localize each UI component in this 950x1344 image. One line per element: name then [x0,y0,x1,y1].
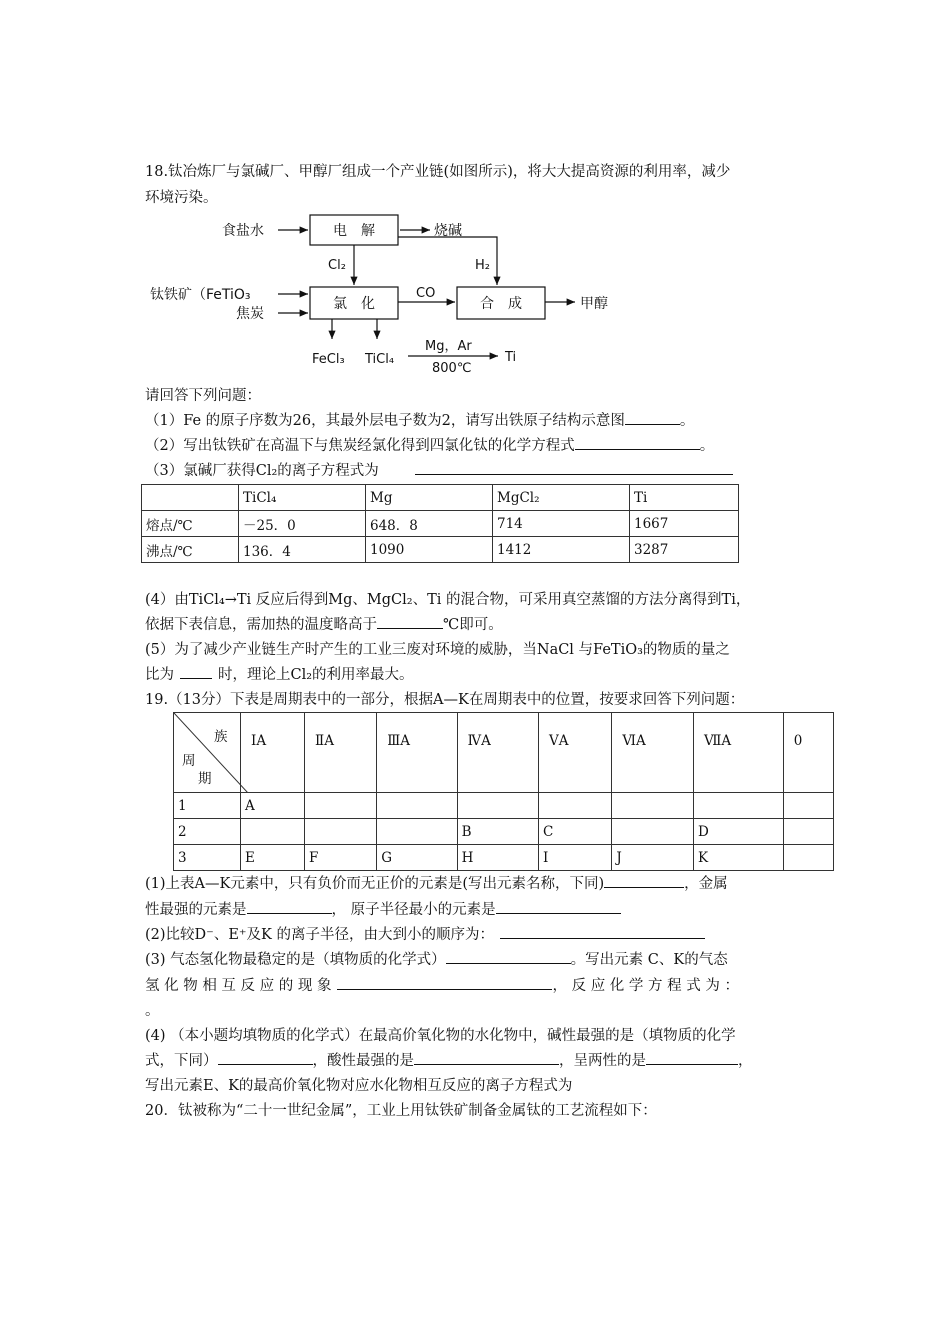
co-label: CO [416,286,436,301]
q18-prompt: 请回答下列问题： [145,388,261,404]
q18-sub3-text: （3）氯碱厂获得Cl₂的离子方程式为 [145,463,379,479]
group-header: 0 [783,713,833,793]
q19-sub1-text: (1)上表A—K元素中，只有负价而无正价的元素是(写出元素名称，下同) [145,876,605,892]
table-row [142,537,739,563]
answer-blank[interactable] [415,459,733,475]
ti-product-label: Ti [505,350,517,365]
q19-sub1-line1 [145,872,815,896]
table-cell [142,485,239,511]
group-header: ⅡA [305,713,377,793]
q18-sub4-end: ℃即可。 [443,617,503,633]
period-row [174,819,834,845]
element-cell [783,819,833,845]
methanol-label: 甲醇 [580,296,608,312]
q18-sub1-end: 。 [679,413,695,429]
caustic-soda-label: 烧碱 [434,223,462,239]
period-row [174,845,834,871]
answer-blank[interactable] [218,1049,313,1065]
q19-sub4-text4: ， [738,1053,753,1069]
group-header: ⅠA [241,713,305,793]
element-cell [612,819,694,845]
q18-sub2 [145,434,815,458]
mg-ar-label: Mg，Ar [425,339,472,354]
brine-label: 食盐水 [222,223,264,239]
answer-blank[interactable] [646,1049,738,1065]
q18-intro-line1: 18.钛冶炼厂与氯碱厂、甲醇厂组成一个产业链(如图所示)，将大大提高资源的利用率，减少 [145,164,731,180]
table-cell: 714 [493,511,630,537]
q18-sub1 [145,409,815,433]
q18-sub1-text: （1）Fe 的原子序数为26，其最外层电子数为2，请写出铁原子结构示意图 [145,413,625,429]
q19-sub3-line2 [145,974,815,998]
element-cell: H [457,845,538,871]
cl2-label: Cl₂ [328,258,346,273]
table-cell: 648．8 [366,511,493,537]
answer-blank[interactable] [337,974,552,990]
table-cell: 136．4 [239,537,366,563]
q19-sub4-text3: ，呈两性的是 [559,1053,646,1069]
element-cell: C [539,819,612,845]
q18-sub5-line2 [145,663,815,687]
period-cell: 3 [174,845,241,871]
q19-sub3-text3: 氢 化 物 相 互 反 应 的 现 象 [145,978,332,994]
q18-intro-line2: 环境污染。 [145,190,218,206]
answer-blank[interactable] [414,1049,559,1065]
q19-sub1-text2: 性最强的元素是 [145,902,247,918]
q18-sub5-line1: (5）为了减少产业链生产时产生的工业三废对环境的威胁，当NaCl 与FeTiO₃的物质的量之 [145,642,730,658]
q19-sub1-text3: ， 原子半径最小的元素是 [331,902,496,918]
industry-chain-diagram [140,205,660,380]
corner-period-label: 期 [198,771,212,787]
table-row [142,511,739,537]
q19-sub3-text4: ， 反 应 化 学 方 程 式 为 ： [552,978,739,994]
group-header: ⅥA [612,713,694,793]
element-cell [457,793,538,819]
element-cell [305,819,377,845]
q18-sub2-text: （2）写出钛铁矿在高温下与焦炭经氯化得到四氯化钛的化学方程式 [145,438,575,454]
period-cell: 1 [174,793,241,819]
q18-sub4-line1: (4）由TiCl₄→Ti 反应后得到Mg、MgCl₂、Ti 的混合物，可采用真空蒸馏的方法分离得到Ti， [145,592,751,608]
coke-label: 焦炭 [236,306,264,322]
table-cell: Ti [630,485,739,511]
q18-sub5-text: 比为 [145,667,174,683]
answer-blank[interactable] [496,898,621,914]
q19-sub4-line2 [145,1049,815,1073]
element-cell: B [457,819,538,845]
element-cell: F [305,845,377,871]
answer-blank[interactable] [604,872,684,888]
answer-blank[interactable] [247,898,332,914]
h2-label: H₂ [475,258,490,273]
q18-sub3 [145,459,815,483]
element-cell [377,793,457,819]
table-cell: 熔点/℃ [142,511,239,537]
answer-blank[interactable] [446,948,571,964]
table-cell: 沸点/℃ [142,537,239,563]
q19-sub3-line3: 。 [145,1003,160,1019]
group-header: ⅣA [457,713,538,793]
element-cell [783,793,833,819]
ilmenite-label: 钛铁矿（FeTiO₃ [150,287,251,303]
table-cell: 1090 [366,537,493,563]
element-cell [305,793,377,819]
electrolysis-label: 电 解 [333,223,375,239]
temperature-label: 800℃ [432,361,472,376]
q19-sub4-text2: ，酸性最强的是 [312,1053,414,1069]
corner-period-label: 周 [182,753,196,769]
group-header: ⅢA [377,713,457,793]
element-cell [612,793,694,819]
table-cell: 1412 [493,537,630,563]
corner-group-label: 族 [214,729,228,745]
answer-blank[interactable] [575,434,700,450]
element-cell: K [694,845,784,871]
q19-sub1-line2 [145,898,815,922]
q19-sub4-text: 式，下同） [145,1053,218,1069]
element-cell: J [612,845,694,871]
table-header-row [142,485,739,511]
element-cell [783,845,833,871]
element-cell [241,819,305,845]
corner-cell [174,713,241,793]
q19-sub3-line1 [145,948,815,972]
table-cell: 3287 [630,537,739,563]
table-cell: TiCl₄ [239,485,366,511]
periodic-header-row [174,713,834,793]
q18-sub4-line2 [145,613,815,637]
element-cell: D [694,819,784,845]
element-cell: E [241,845,305,871]
q19-sub2 [145,923,815,947]
chlorination-label: 氯 化 [333,296,375,312]
q19-sub4-line3: 写出元素E、K的最高价氧化物对应水化物相互反应的离子方程式为 [145,1078,573,1094]
period-cell: 2 [174,819,241,845]
period-row [174,793,834,819]
element-cell: I [539,845,612,871]
element-cell: G [377,845,457,871]
answer-blank[interactable] [625,409,680,425]
q19-sub2-text: (2)比较D⁻、E⁺及K 的离子半径，由大到小的顺序为： [145,927,494,943]
table-cell: MgCl₂ [493,485,630,511]
table-cell: Mg [366,485,493,511]
q19-sub4-line1: (4) （本小题均填物质的化学式）在最高价氧化物的水化物中，碱性最强的是（填物质的化学 [145,1028,736,1044]
q18-sub5-end: 时，理论上Cl₂的利用率最大。 [218,667,414,683]
answer-blank[interactable] [500,923,705,939]
element-cell [377,819,457,845]
synthesis-label: 合 成 [480,296,522,312]
element-cell: A [241,793,305,819]
table-cell: －25．0 [239,511,366,537]
element-cell [694,793,784,819]
periodic-table [173,712,834,871]
group-header: ⅦA [694,713,784,793]
q19-intro: 19.（13分）下表是周期表中的一部分，根据A—K在周期表中的位置，按要求回答下列问题： [145,692,745,708]
group-header: ⅤA [539,713,612,793]
q18-sub2-end: 。 [699,438,715,454]
melting-boiling-table [141,484,739,563]
q18-sub4-text: 依据下表信息，需加热的温度略高于 [145,617,377,633]
q20-intro: 20．钛被称为“二十一世纪金属”，工业上用钛铁矿制备金属钛的工艺流程如下： [145,1103,657,1119]
answer-blank[interactable] [377,613,443,629]
q19-sub1-end: ，金属 [684,876,728,892]
fecl3-label: FeCl₃ [312,352,345,367]
table-cell: 1667 [630,511,739,537]
q19-sub3-text2: 。写出元素 C、K的气态 [570,952,728,968]
ticl4-label: TiCl₄ [365,352,395,367]
element-cell [539,793,612,819]
answer-blank[interactable] [180,663,212,679]
q19-sub3-text: (3) 气态氢化物最稳定的是（填物质的化学式） [145,952,446,968]
